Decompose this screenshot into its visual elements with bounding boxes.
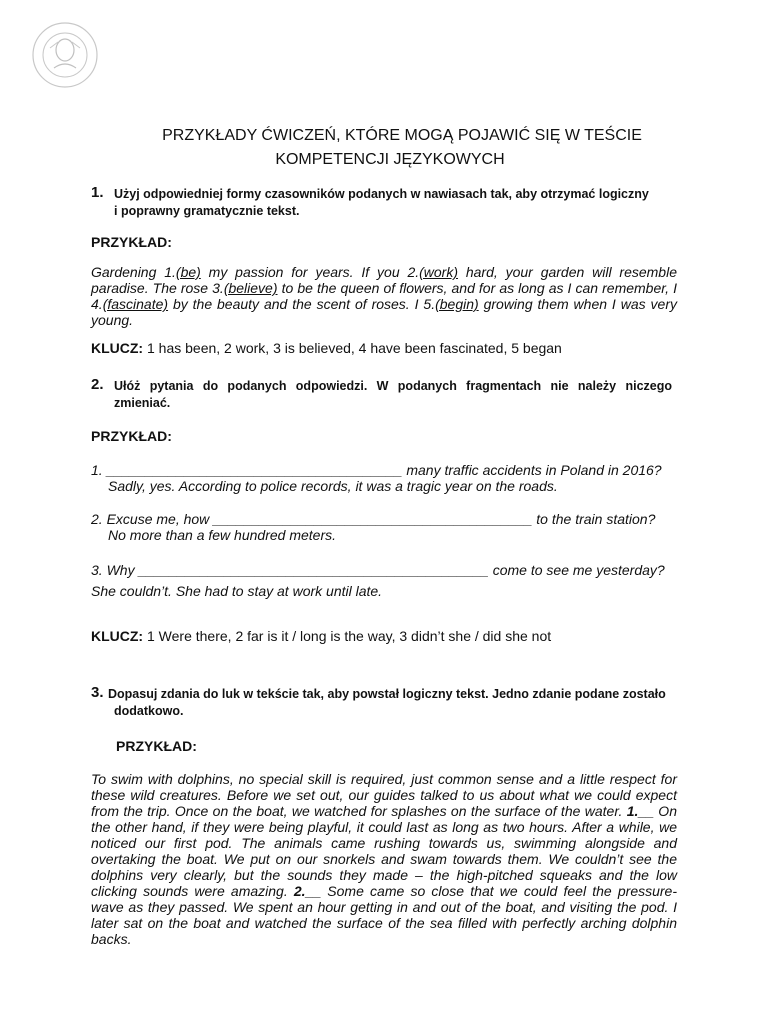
q2-item-1: 1. ______________________________________ many traffic accidents in Poland in 2016? Sadly, yes. According to police records, it was a tragic year on the roads. [91, 462, 662, 494]
university-seal-logo [30, 20, 100, 90]
q2-answer-key: KLUCZ: 1 Were there, 2 far is it / long is the way, 3 didn’t she / did she not [91, 628, 552, 644]
q2-instructions: Ułóż pytania do podanych odpowiedzi. W podanych fragmentach nie należy niczego zmieniać. [114, 379, 672, 410]
q1-number: 1. [91, 184, 104, 201]
q2-item-3: 3. Why _____________________________________________ come to see me yesterday? She couldn’t. She had to stay at work until late. [91, 562, 665, 599]
page-title-line2: KOMPETENCJI JĘZYKOWYCH [275, 151, 505, 168]
q3-example-text: To swim with dolphins, no special skill is required, just common sense and a little respect for these wild creatures. Before we set out, our guides talked to us about what we could expect from the trip. Once on the boat, we watched for splashes on the surface of the water. 1.__ On the other hand, if they were being playful, it could last as long as two hours. After a while, we noticed our first pod. The animals came rushing towards us, swimming alongside and overtaking the boat. We put on our snorkels and swam towards them. We couldn’t see the dolphins very clearly, but the sounds they made – the high-pitched squeaks and the low clicking sounds were amazing. 2.__ Some came so close that we could feel the pressure-wave as they passed. We spent an hour getting in and out of the boat, and visiting the pod. I later sat on the boat and watched the surface of the sea filled with perfectly arching dolphin backs. [91, 771, 677, 947]
page-title-line1: PRZYKŁADY ĆWICZEŃ, KTÓRE MOGĄ POJAWIĆ SIĘ W TEŚCIE [162, 127, 642, 144]
q1-instructions: Użyj odpowiedniej formy czasowników podanych w nawiasach tak, aby otrzymać logiczny i poprawny gramatycznie tekst. [114, 187, 649, 218]
q1-answer-key: KLUCZ: 1 has been, 2 work, 3 is believed, 4 have been fascinated, 5 began [91, 340, 562, 356]
q3-number: 3. [91, 684, 104, 701]
q2-number: 2. [91, 376, 104, 393]
q1-example-text: Gardening 1.(be) my passion for years. If you 2.(work) hard, your garden will resemble paradise. The rose 3.(believe) to be the queen of flowers, and for as long as I can remember, I 4.(fascinate) by the beauty and the scent of roses. I 5.(begin) growing them when I was very young. [91, 264, 677, 328]
q3-instructions: Dopasuj zdania do luk w tekście tak, aby powstał logiczny tekst. Jedno zdanie podane zostało dodatkowo. [108, 687, 666, 718]
q2-item-2: 2. Excuse me, how _________________________________________ to the train station? No more than a few hundred meters. [91, 511, 656, 543]
q1-example-label: PRZYKŁAD: [91, 234, 172, 250]
q3-example-label: PRZYKŁAD: [116, 738, 197, 754]
q2-example-label: PRZYKŁAD: [91, 428, 172, 444]
